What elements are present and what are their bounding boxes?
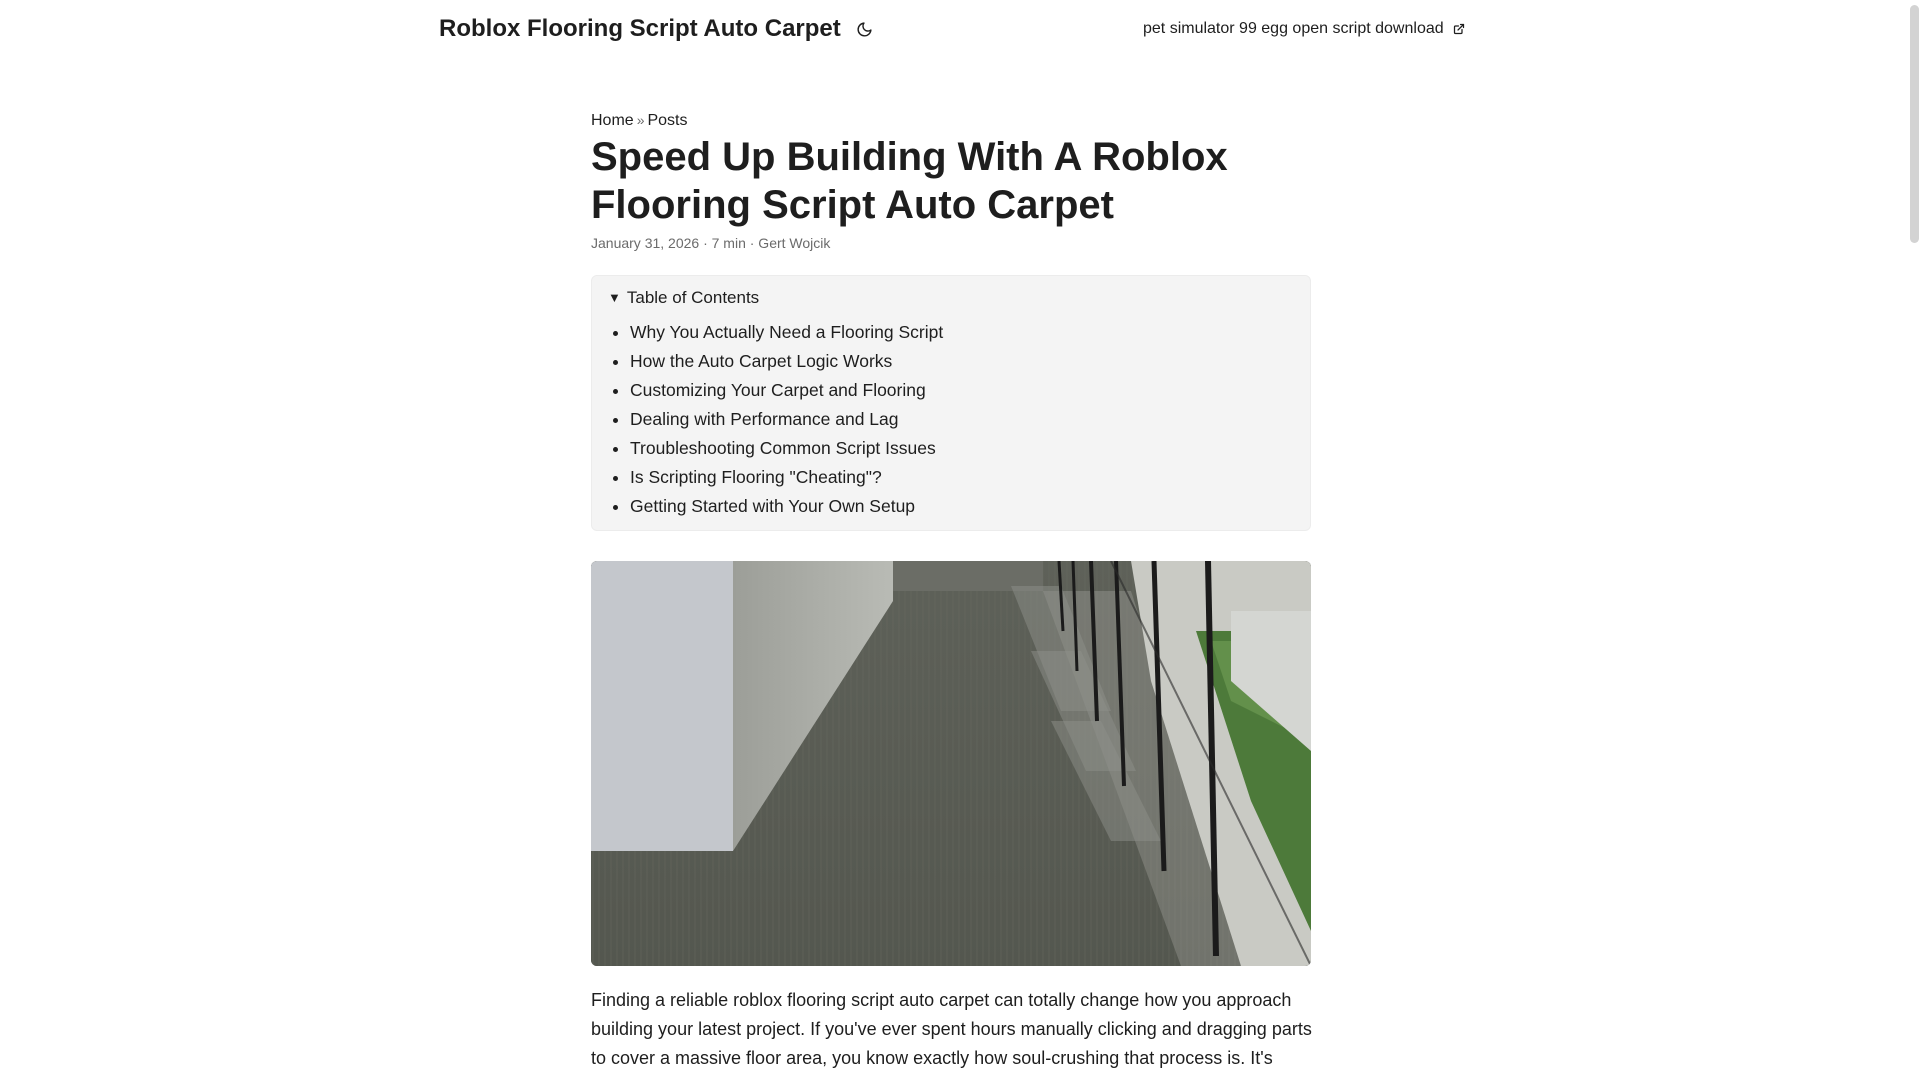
nav-link-pet-simulator[interactable] <box>1143 19 1465 39</box>
toc-item <box>630 405 943 434</box>
toc-link-troubleshooting[interactable]: Troubleshooting Common Script Issues <box>630 438 936 458</box>
toc-list <box>630 318 943 521</box>
toc-item <box>630 463 943 492</box>
toc-link-cheating[interactable]: Is Scripting Flooring "Cheating"? <box>630 467 882 487</box>
nav-link-label: pet simulator 99 egg open script download <box>1143 20 1444 37</box>
vertical-scrollbar[interactable] <box>1906 0 1920 1080</box>
toc-link-logic[interactable]: How the Auto Carpet Logic Works <box>630 351 893 371</box>
breadcrumb-separator: » <box>636 112 645 128</box>
toc-item <box>630 347 943 376</box>
cover-image <box>591 561 1311 966</box>
toc-item <box>630 434 943 463</box>
intro-paragraph: Finding a reliable roblox flooring script auto carpet can totally change how you approach building your latest project. If you've ever spent hours manually clicking and dragging parts to cover a massive floor area, you know exactly how soul-crushing that process is. It's <box>591 990 1312 1068</box>
site-header <box>0 0 1906 60</box>
post-title: Speed Up Building With A Roblox Flooring Script Auto Carpet <box>591 135 1228 227</box>
toc-link-customizing[interactable]: Customizing Your Carpet and Flooring <box>630 380 926 400</box>
toc-title: Table of Contents <box>626 288 760 307</box>
toc-item <box>630 492 943 521</box>
toc-toggle[interactable] <box>608 286 759 310</box>
breadcrumb-home-link[interactable]: Home <box>591 112 634 129</box>
breadcrumb-posts-link[interactable]: Posts <box>647 112 688 129</box>
toc-link-performance[interactable]: Dealing with Performance and Lag <box>630 409 899 429</box>
site-title-link[interactable]: Roblox Flooring Script Auto Carpet <box>439 15 841 42</box>
breadcrumb <box>591 109 688 132</box>
scrollbar-thumb[interactable] <box>1910 5 1919 243</box>
toc-item <box>630 376 943 405</box>
theme-toggle-button[interactable] <box>854 18 874 40</box>
table-of-contents <box>591 275 1311 531</box>
toc-link-getting-started[interactable]: Getting Started with Your Own Setup <box>630 496 916 516</box>
toc-link-why-need[interactable]: Why You Actually Need a Flooring Script <box>630 322 944 342</box>
toc-item <box>630 318 943 347</box>
disclosure-triangle-icon: ▼ <box>608 290 621 305</box>
post-meta: January 31, 2026 · 7 min · Gert Wojcik <box>591 235 831 251</box>
moon-icon <box>856 21 873 38</box>
external-link-icon <box>1453 23 1465 35</box>
